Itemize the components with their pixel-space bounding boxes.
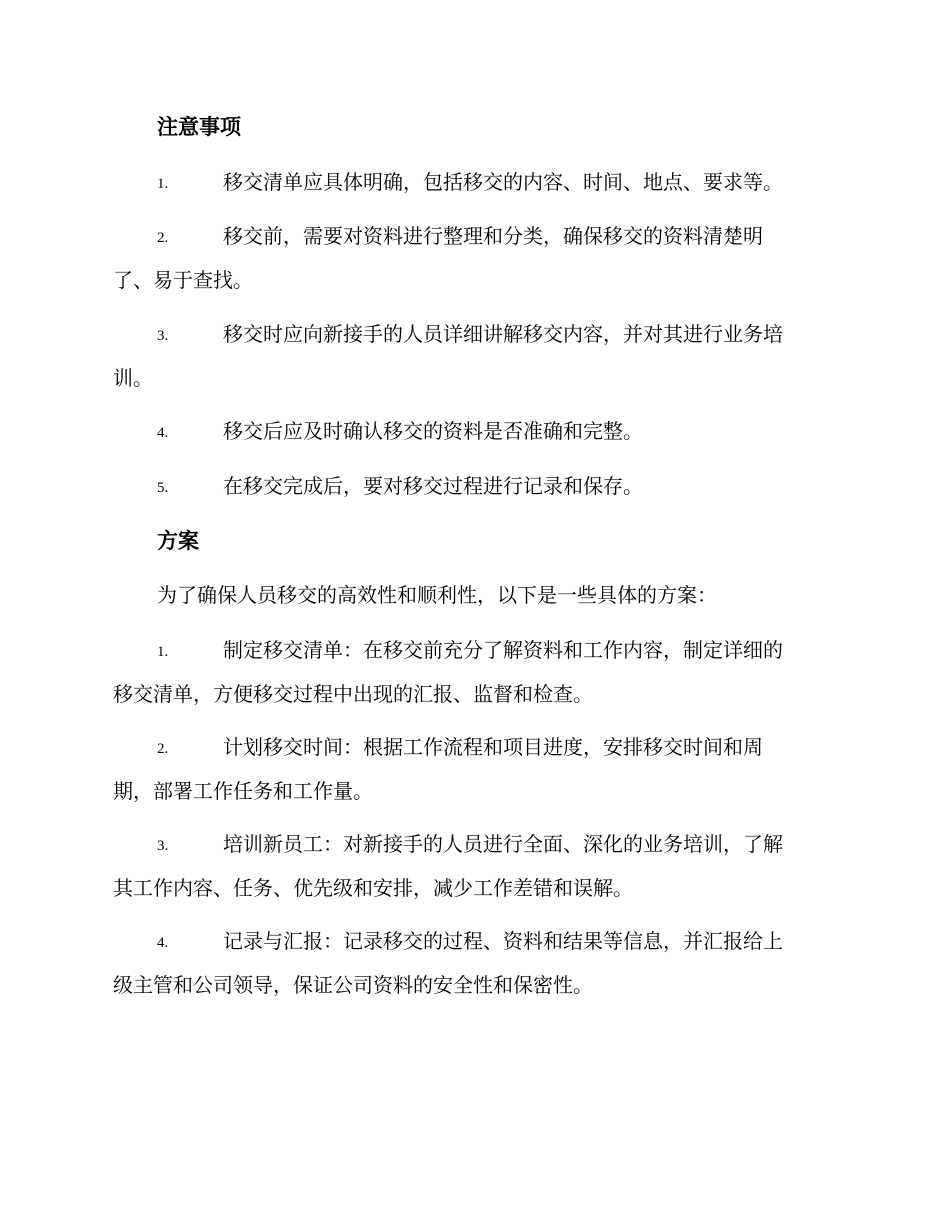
notes-item-1 — [113, 167, 837, 197]
notes-item-2-line1 — [113, 221, 837, 251]
plan-item-2-line1 — [113, 732, 837, 762]
notes-item-4-number: 4. — [157, 425, 169, 441]
plan-item-3-text: 培训新员工：对新接手的人员进行全面、深化的业务培训，了解 — [223, 832, 783, 856]
notes-item-2-text: 移交前，需要对资料进行整理和分类，确保移交的资料清楚明 — [223, 224, 763, 248]
notes-item-1-number: 1. — [157, 176, 169, 192]
notes-item-3-line2: 训。 — [113, 366, 153, 390]
notes-item-4 — [113, 416, 837, 446]
notes-item-2-number: 2. — [157, 230, 169, 246]
plan-item-2 — [113, 732, 837, 806]
notes-item-5-number: 5. — [157, 480, 169, 496]
plan-item-4-line1 — [113, 926, 837, 956]
notes-item-5-line1 — [113, 471, 837, 501]
notes-item-2 — [113, 221, 837, 295]
plan-item-1-line1 — [113, 635, 837, 665]
notes-item-1-line1 — [113, 167, 837, 197]
plan-item-2-number: 2. — [157, 741, 169, 757]
plan-item-4-line2: 级主管和公司领导，保证公司资料的安全性和保密性。 — [113, 973, 593, 997]
plan-item-1-line2: 移交清单，方便移交过程中出现的汇报、监督和检查。 — [113, 682, 593, 706]
notes-item-3-text: 移交时应向新接手的人员详细讲解移交内容，并对其进行业务培 — [223, 322, 783, 346]
plan-item-3-line1 — [113, 829, 837, 859]
plan-item-2-text: 计划移交时间：根据工作流程和项目进度，安排移交时间和周 — [223, 735, 763, 759]
plan-item-3 — [113, 829, 837, 903]
notes-item-5 — [113, 471, 837, 501]
plan-item-1-text: 制定移交清单：在移交前充分了解资料和工作内容，制定详细的 — [223, 638, 783, 662]
plan-item-3-number: 3. — [157, 838, 169, 854]
notes-item-5-text: 在移交完成后，要对移交过程进行记录和保存。 — [223, 474, 643, 498]
notes-item-3-number: 3. — [157, 328, 169, 344]
notes-item-3-line1 — [113, 319, 837, 349]
notes-item-3 — [113, 319, 837, 393]
plan-heading: 方案 — [157, 528, 199, 553]
plan-item-1-number: 1. — [157, 644, 169, 660]
notes-heading: 注意事项 — [157, 114, 241, 139]
notes-item-2-line2: 了、易于查找。 — [113, 268, 253, 292]
plan-item-4-text: 记录与汇报：记录移交的过程、资料和结果等信息，并汇报给上 — [223, 929, 783, 953]
notes-item-4-text: 移交后应及时确认移交的资料是否准确和完整。 — [223, 419, 643, 443]
plan-intro: 为了确保人员移交的高效性和顺利性，以下是一些具体的方案： — [157, 583, 717, 607]
plan-item-3-line2: 其工作内容、任务、优先级和安排，减少工作差错和误解。 — [113, 876, 633, 900]
plan-item-4 — [113, 926, 837, 1000]
plan-item-2-line2: 期，部署工作任务和工作量。 — [113, 779, 373, 803]
notes-item-1-text: 移交清单应具体明确，包括移交的内容、时间、地点、要求等。 — [223, 170, 783, 194]
notes-item-4-line1 — [113, 416, 837, 446]
plan-item-4-number: 4. — [157, 935, 169, 951]
plan-item-1 — [113, 635, 837, 709]
